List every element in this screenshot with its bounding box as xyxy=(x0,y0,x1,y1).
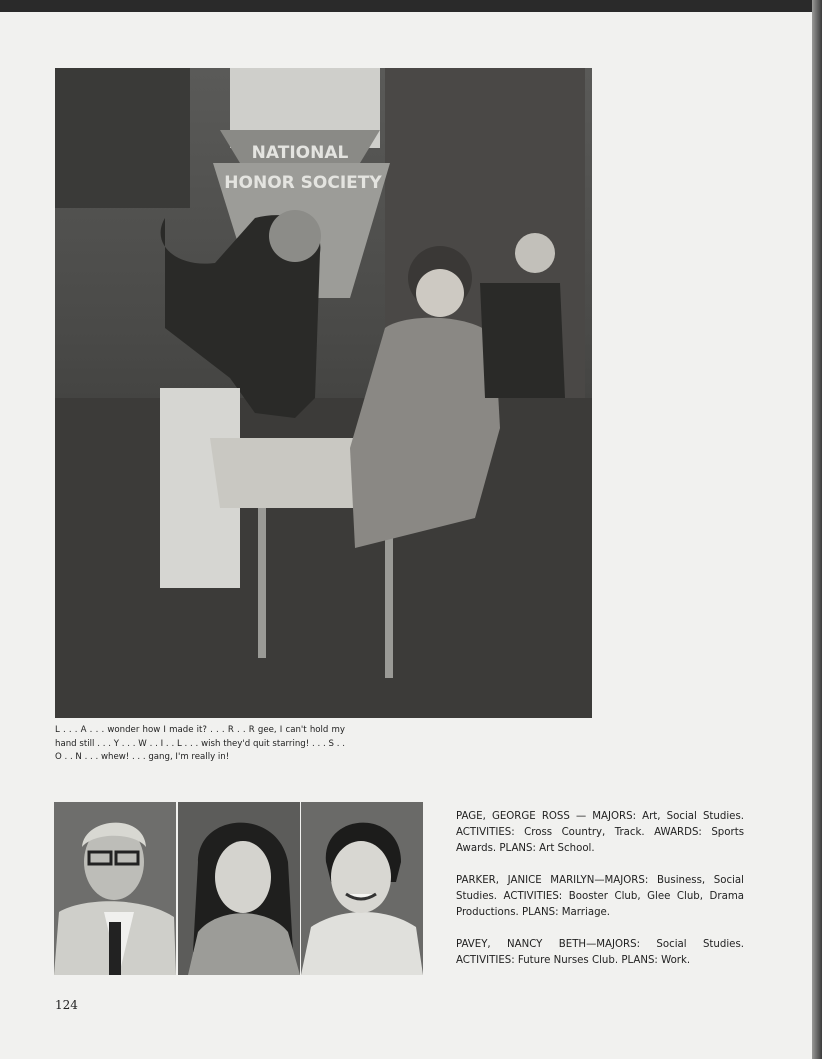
main-photo xyxy=(55,68,592,718)
bio-pavey-nancy: PAVEY, NANCY BETH—MAJORS: Social Studies. ACTIVITIES: Future Nurses Club. PLANS: Work. xyxy=(456,939,744,966)
portrait-janice-parker xyxy=(178,802,300,975)
photo-caption: L . . . A . . . wonder how I made it? . . . R . . R gee, I can't hold my hand still . . . Y . . . W . . I . . L . . . wish they'd quit starring! . . . S . . O . . N . . . whew! . . . gang, I'm really in! xyxy=(55,725,345,762)
banner-text-2: HONOR SOCIETY xyxy=(224,173,382,193)
student-bios xyxy=(456,809,744,985)
bio-page-george: PAGE, GEORGE ROSS — MAJORS: Art, Social Studies. ACTIVITIES: Cross Country, Track. AWARDS: Sports Awards. PLANS: Art School. xyxy=(456,811,744,854)
banner-text-1: NATIONAL xyxy=(251,143,349,163)
bio-parker-janice: PARKER, JANICE MARILYN—MAJORS: Business, Social Studies. ACTIVITIES: Booster Club, Glee Club, Drama Productions. PLANS: Marriage. xyxy=(456,875,744,918)
portrait-nancy-pavey xyxy=(301,802,423,975)
page-number: 124 xyxy=(55,998,78,1012)
scan-edge xyxy=(812,0,822,1059)
portrait-george-page xyxy=(54,802,176,975)
